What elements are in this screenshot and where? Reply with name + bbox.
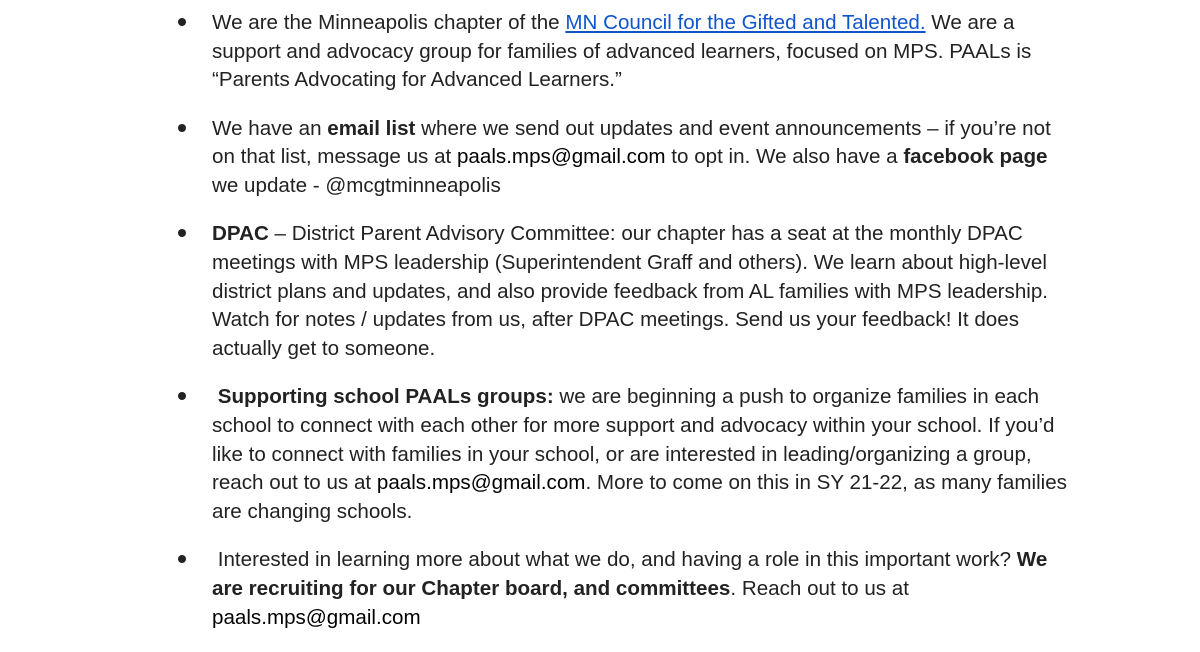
bullet-icon <box>175 220 189 249</box>
bullet-text: . Reach out to us at <box>730 576 909 600</box>
bullet-text: We are the Minneapolis chapter of the <box>212 11 566 34</box>
bullet-item-email-list <box>0 115 1072 201</box>
bullet-text: to opt in. We also have a <box>665 145 904 169</box>
mn-council-link[interactable]: MN Council for the Gifted and Talented. <box>565 11 926 34</box>
bullet-item-school-groups <box>0 383 1072 527</box>
bold-text: DPAC <box>212 222 269 246</box>
bullet-text: – District Parent Advisory Committee: our chapter has a seat at the monthly DPAC meetings with MPS leadership (Superintendent Graff and others). We learn about high-level district plans and updates, and also provide feedback from AL families with MPS leadership. Watch for notes / updates from us, after DPAC meetings. Send us your feedback! It does actually get to someone. <box>212 222 1049 361</box>
bullet-item-dpac <box>0 220 1072 364</box>
bullet-item-recruiting <box>0 546 1072 632</box>
document-page <box>0 9 1200 652</box>
bullet-item-chapter-intro <box>0 9 1072 95</box>
bullet-text: we are beginning a push to organize families in each school to connect with each other for more support and advocacy within your school. If you’d like to connect with families in your school, or are interested in leading/organizing a group, reach out to us at <box>212 385 1055 495</box>
bullet-icon <box>175 115 189 144</box>
bullet-icon <box>175 9 189 38</box>
bullet-text: We have an <box>212 116 328 140</box>
bold-text: email list <box>327 116 416 140</box>
bold-text: Supporting school PAALs groups: <box>217 385 554 409</box>
bold-text: facebook page <box>903 145 1048 169</box>
bullet-text: Interested in learning more about what we do, and having a role in this important work? <box>217 548 1017 572</box>
email-address: paals.mps@gmail.com <box>376 471 586 495</box>
bullet-text: We are a support and advocacy group for families of advanced learners, focused on MPS. PAALs is “Parents Advocating for Advanced Learners.” <box>212 11 1032 92</box>
email-address: paals.mps@gmail.com <box>456 145 666 169</box>
bold-text: We are recruiting for our Chapter board, and committees <box>212 548 1048 600</box>
bullet-text: where we send out updates and event announcements – if you’re not on that list, message us at <box>212 116 1051 169</box>
bullet-text: . More to come on this in SY 21-22, as many families are changing schools. <box>212 471 1067 524</box>
bullet-icon <box>175 546 189 575</box>
bullet-icon <box>175 383 189 412</box>
bullet-list <box>0 9 1200 632</box>
bullet-text: we update - @mcgtminneapolis <box>212 174 501 198</box>
email-address: paals.mps@gmail.com <box>212 605 421 629</box>
